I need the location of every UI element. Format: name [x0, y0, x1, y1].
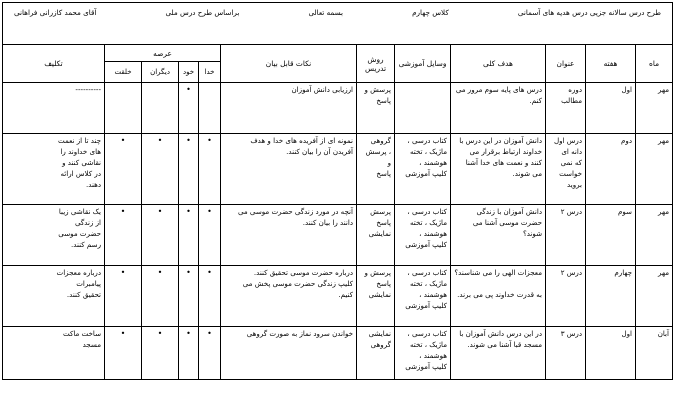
col-tools: وسایل آموزشی [395, 45, 451, 83]
col-arena-creation: خلقت [105, 62, 142, 83]
author-name: آقای محمد کازرانی فراهانی [14, 8, 97, 17]
method-cell: پرسش و پاسخ نمایشی [357, 266, 395, 327]
arena-creation-mark: • [105, 134, 142, 205]
arena-god-mark: • [199, 205, 221, 266]
arena-others-mark: • [142, 205, 179, 266]
col-arena-god: خدا [199, 62, 221, 83]
points-cell: خواندن سرود نماز به صورت گروهی [221, 327, 357, 380]
homework-cell: درباره معجزات پیامبرات تحقیق کنند. [3, 266, 105, 327]
basmala: بسمه تعالی [308, 8, 343, 17]
arena-creation-mark: • [105, 205, 142, 266]
topic-cell: درس ۲ [546, 266, 586, 327]
homework-cell: یک نقاشی زیبا از زندگی حضرت موسی رسم کنند. [3, 205, 105, 266]
topic-cell: درس ۳ [546, 327, 586, 380]
table-row [3, 134, 673, 205]
arena-others-mark [142, 83, 179, 134]
homework-cell: ---------- [3, 83, 105, 134]
col-arena: عرصه [105, 45, 221, 62]
arena-self-mark: • [179, 134, 199, 205]
col-month: ماه [636, 45, 673, 83]
method-cell: پرسش پاسخ نمایشی [357, 205, 395, 266]
method-cell: گروهی ، پرسش و پاسخ [357, 134, 395, 205]
goal-cell: دانش آموزان با زندگی حضرت موسی آشنا می شوند؟ [451, 205, 546, 266]
tools-cell: کتاب درسی ، ماژیک ، تخته هوشمند ، کلیپ آموزشی [395, 205, 451, 266]
tools-cell: کتاب درسی ، ماژیک ، تخته هوشمند ، کلیپ آموزشی [395, 266, 451, 327]
month-cell: مهر [636, 83, 673, 134]
arena-self-mark: • [179, 327, 199, 380]
month-cell: آبان [636, 327, 673, 380]
arena-god-mark: • [199, 327, 221, 380]
column-header-row [3, 45, 673, 62]
plan-title: طرح درس سالانه جزیی درس هدیه های آسمانی [517, 8, 662, 17]
arena-god-mark: • [199, 134, 221, 205]
topic-cell: درس اول دانه ای که نمی خواست بروید [546, 134, 586, 205]
homework-cell: ساخت ماکت مسجد [3, 327, 105, 380]
col-goal: هدف کلی [451, 45, 546, 83]
goal-cell: درس های پایه سوم مرور می کنم. [451, 83, 546, 134]
arena-self-mark: • [179, 205, 199, 266]
col-homework: تکلیف [3, 45, 105, 83]
table-row [3, 266, 673, 327]
table-row [3, 205, 673, 266]
col-method: روش تدریس [357, 45, 395, 83]
based-on-label: براساس طرح درس ملی [165, 8, 240, 17]
goal-cell: در این درس دانش آموزان با مسجد قبا آشنا می شوند. [451, 327, 546, 380]
method-cell: پرسش و پاسخ [357, 83, 395, 134]
points-cell: آنچه در مورد زندگی حضرت موسی می دانند را بیان کنند. [221, 205, 357, 266]
arena-creation-mark: • [105, 266, 142, 327]
week-cell: اول [586, 83, 636, 134]
header-row [3, 3, 673, 45]
arena-others-mark: • [142, 266, 179, 327]
goal-cell: دانش آموزان در این درس با خداوند ارتباط برقرار می کنند و نعمت های خدا آشنا می شوند. [451, 134, 546, 205]
week-cell: سوم [586, 205, 636, 266]
tools-cell: کتاب درسی ، ماژیک ، تخته هوشمند ، کلیپ آموزشی [395, 327, 451, 380]
col-week: هفته [586, 45, 636, 83]
week-cell: چهارم [586, 266, 636, 327]
arena-self-mark: • [179, 83, 199, 134]
goal-cell: معجزات الهی را می شناسند؟ به قدرت خداوند پی می برند. [451, 266, 546, 327]
topic-cell: درس ۲ [546, 205, 586, 266]
homework-cell: چند تا از نعمت های خداوند را نقاشی کنند و در کلاس ارائه دهند. [3, 134, 105, 205]
table-row [3, 83, 673, 134]
arena-creation-mark: • [105, 327, 142, 380]
tools-cell: کتاب درسی ، ماژیک ، تخته هوشمند ، کلیپ آموزشی [395, 134, 451, 205]
arena-others-mark: • [142, 134, 179, 205]
arena-god-mark [199, 83, 221, 134]
points-cell: نمونه ای از آفریده های خدا و هدف آفریدن آن را بیان کنند. [221, 134, 357, 205]
points-cell: درباره حضرت موسی تحقیق کنند. کلیپ زندگی حضرت موسی پخش می کنیم. [221, 266, 357, 327]
col-arena-others: دیگران [142, 62, 179, 83]
month-cell: مهر [636, 134, 673, 205]
method-cell: نمایشی گروهی [357, 327, 395, 380]
table-row [3, 327, 673, 380]
tools-cell [395, 83, 451, 134]
arena-self-mark: • [179, 266, 199, 327]
col-points: نکات قابل بیان [221, 45, 357, 83]
month-cell: مهر [636, 266, 673, 327]
week-cell: اول [586, 327, 636, 380]
col-arena-self: خود [179, 62, 199, 83]
lesson-plan-table [2, 2, 673, 380]
arena-creation-mark [105, 83, 142, 134]
arena-god-mark: • [199, 266, 221, 327]
points-cell: ارزیابی دانش آموزان [221, 83, 357, 134]
arena-others-mark: • [142, 327, 179, 380]
grade-label: کلاس چهارم [412, 8, 449, 17]
col-topic: عنوان [546, 45, 586, 83]
week-cell: دوم [586, 134, 636, 205]
header-cell [3, 3, 673, 45]
topic-cell: دوره مطالب [546, 83, 586, 134]
month-cell: مهر [636, 205, 673, 266]
